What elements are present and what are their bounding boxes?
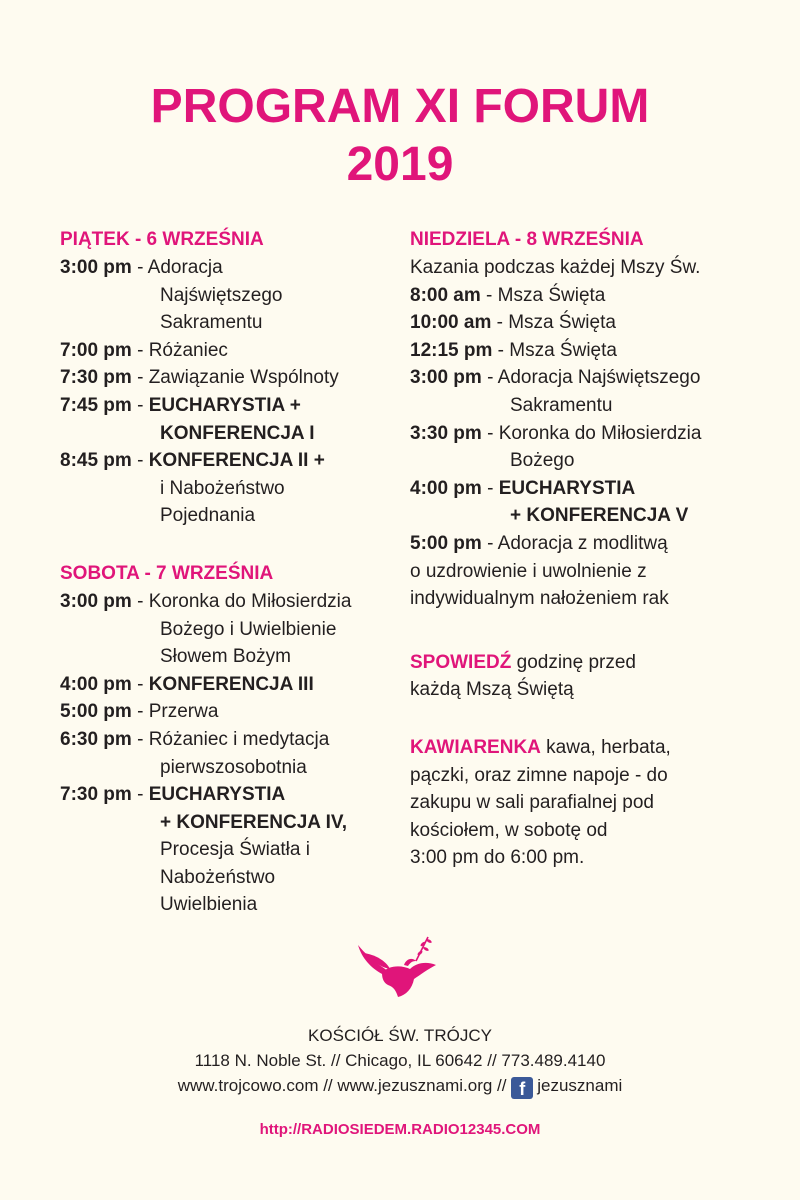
sunday-intro: Kazania podczas każdej Mszy Św. bbox=[410, 257, 701, 278]
schedule-continuation: Słowem Bożym bbox=[160, 646, 291, 668]
schedule-text: - Adoracja z modlitwą bbox=[481, 532, 668, 554]
church-name: KOŚCIÓŁ ŚW. TRÓJCY bbox=[308, 1026, 492, 1045]
schedule-row bbox=[60, 337, 405, 365]
schedule-continuation: + KONFERENCJA IV, bbox=[160, 811, 348, 833]
schedule-continuation: i Nabożeństwo bbox=[160, 477, 285, 499]
schedule-bold-text: EUCHARYSTIA bbox=[498, 477, 636, 499]
cafe-text-3: zakupu w sali parafialnej pod bbox=[410, 792, 654, 814]
dove-logo-icon bbox=[354, 935, 444, 1001]
schedule-row bbox=[410, 364, 790, 392]
schedule-continuation: o uzdrowienie i uwolnienie z bbox=[410, 560, 647, 582]
sunday-heading: NIEDZIELA - 8 WRZEŚNIA bbox=[410, 229, 644, 250]
schedule-time: 7:30 pm bbox=[60, 367, 132, 389]
schedule-row bbox=[410, 309, 790, 337]
confession-text-2: każdą Mszą Świętą bbox=[410, 679, 574, 701]
schedule-text: - Przerwa bbox=[131, 701, 219, 723]
schedule-separator: - bbox=[131, 450, 149, 472]
schedule-continuation: Uwielbienia bbox=[160, 894, 258, 916]
right-column bbox=[410, 224, 790, 872]
facebook-handle[interactable]: jezusznami bbox=[537, 1076, 623, 1095]
schedule-row bbox=[60, 392, 405, 420]
schedule-continuation: indywidualnym nałożeniem rak bbox=[410, 588, 669, 610]
schedule-separator: - bbox=[131, 673, 149, 695]
schedule-text: - Zawiązanie Wspólnoty bbox=[131, 367, 339, 389]
schedule-row bbox=[60, 726, 405, 754]
schedule-text: - Adoracja Najświętszego bbox=[481, 367, 701, 389]
schedule-row bbox=[60, 671, 405, 699]
schedule-continuation: Sakramentu bbox=[510, 394, 613, 416]
schedule-continuation: Procesja Światła i bbox=[160, 839, 310, 861]
schedule-separator: - bbox=[481, 477, 499, 499]
schedule-continuation: Pojednania bbox=[160, 505, 256, 527]
schedule-time: 4:00 pm bbox=[410, 477, 482, 499]
saturday-heading: SOBOTA - 7 WRZEŚNIA bbox=[60, 562, 274, 584]
schedule-continuation: KONFERENCJA I bbox=[160, 422, 315, 444]
schedule-continuation: + KONFERENCJA V bbox=[510, 505, 689, 527]
schedule-text: - Koronka do Miłosierdzia bbox=[481, 422, 702, 444]
schedule-time: 10:00 am bbox=[410, 312, 492, 334]
schedule-text: - Adoracja bbox=[131, 257, 223, 278]
schedule-continuation: Bożego i Uwielbienie bbox=[160, 618, 337, 640]
schedule-time: 3:30 pm bbox=[410, 422, 482, 444]
radio-link[interactable]: http://RADIOSIEDEM.RADIO12345.COM bbox=[259, 1121, 541, 1138]
schedule-time: 3:00 pm bbox=[60, 257, 132, 278]
schedule-text: - Msza Święta bbox=[491, 312, 616, 334]
left-column bbox=[60, 224, 405, 919]
schedule-time: 12:15 pm bbox=[410, 339, 493, 361]
schedule-time: 5:00 pm bbox=[410, 532, 482, 554]
schedule-time: 3:00 pm bbox=[60, 590, 132, 612]
page-title: PROGRAM XI FORUM bbox=[150, 80, 650, 133]
schedule-time: 8:00 am bbox=[410, 284, 481, 306]
schedule-separator: - bbox=[131, 394, 149, 416]
website-links[interactable]: www.trojcowo.com // www.jezusznami.org // bbox=[177, 1076, 512, 1095]
schedule-text: - Msza Święta bbox=[480, 284, 606, 306]
schedule-row bbox=[60, 254, 405, 282]
schedule-continuation: Nabożeństwo bbox=[160, 866, 276, 888]
schedule-continuation: Bożego bbox=[510, 450, 575, 472]
schedule-time: 5:00 pm bbox=[60, 701, 132, 723]
cafe-text-5: 3:00 pm do 6:00 pm. bbox=[410, 847, 585, 869]
schedule-continuation: Sakramentu bbox=[160, 312, 263, 334]
schedule-separator: - bbox=[131, 784, 149, 806]
cafe-text-4: kościołem, w sobotę od bbox=[410, 819, 608, 841]
schedule-row bbox=[60, 364, 405, 392]
schedule-time: 6:30 pm bbox=[60, 728, 132, 750]
schedule-bold-text: KONFERENCJA III bbox=[148, 673, 314, 695]
schedule-time: 7:30 pm bbox=[60, 784, 132, 806]
schedule-time: 4:00 pm bbox=[60, 673, 132, 695]
cafe-text-2: pączki, oraz zimne napoje - do bbox=[410, 764, 668, 786]
page-title-year: 2019 bbox=[346, 138, 454, 191]
schedule-time: 7:45 pm bbox=[60, 394, 132, 416]
cafe-label: KAWIARENKA bbox=[410, 736, 541, 758]
cafe-line bbox=[410, 734, 790, 762]
facebook-icon[interactable]: f bbox=[511, 1077, 533, 1099]
schedule-time: 3:00 pm bbox=[410, 367, 482, 389]
schedule-bold-text: KONFERENCJA II + bbox=[148, 450, 325, 472]
web-links bbox=[0, 1076, 800, 1099]
schedule-row bbox=[60, 698, 405, 726]
schedule-row bbox=[60, 781, 405, 809]
confession-text: godzinę przed bbox=[511, 651, 636, 673]
schedule-text: - Różaniec bbox=[131, 339, 228, 361]
schedule-text: - Koronka do Miłosierdzia bbox=[131, 590, 352, 612]
schedule-row bbox=[410, 420, 790, 448]
church-address: 1118 N. Noble St. // Chicago, IL 60642 // 773.489.4140 bbox=[194, 1051, 606, 1070]
schedule-row bbox=[410, 475, 790, 503]
schedule-text: - Różaniec i medytacja bbox=[131, 728, 330, 750]
schedule-row bbox=[410, 337, 790, 365]
schedule-text: - Msza Święta bbox=[492, 339, 617, 361]
schedule-row bbox=[410, 530, 790, 558]
confession-label: SPOWIEDŹ bbox=[410, 651, 512, 673]
schedule-continuation: Najświętszego bbox=[160, 284, 283, 306]
cafe-text: kawa, herbata, bbox=[540, 736, 671, 758]
schedule-row bbox=[60, 447, 405, 475]
friday-heading: PIĄTEK - 6 WRZEŚNIA bbox=[60, 229, 264, 250]
schedule-time: 8:45 pm bbox=[60, 450, 132, 472]
schedule-bold-text: EUCHARYSTIA bbox=[148, 784, 286, 806]
schedule-row bbox=[60, 588, 405, 616]
schedule-continuation: pierwszosobotnia bbox=[160, 756, 307, 778]
schedule-time: 7:00 pm bbox=[60, 339, 132, 361]
confession-line bbox=[410, 649, 790, 677]
schedule-row bbox=[410, 282, 790, 310]
schedule-bold-text: EUCHARYSTIA + bbox=[148, 394, 301, 416]
